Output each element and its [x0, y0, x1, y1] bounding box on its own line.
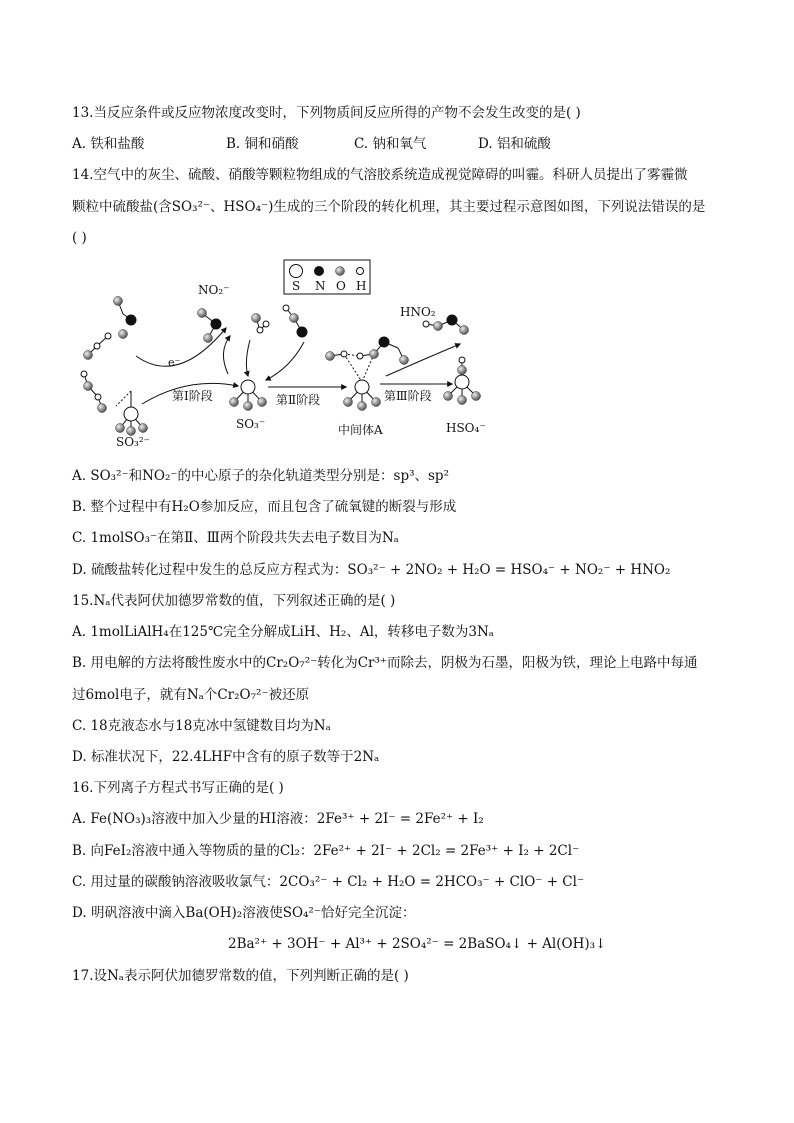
q15-option-c[interactable]: C. 18克液态水与18克冰中氢键数目均为Nₐ	[72, 718, 331, 734]
question-17-stem: 17.设Nₐ表示阿伏加德罗常数的值，下列判断正确的是( )	[72, 968, 409, 984]
q15-option-a[interactable]: A. 1molLiAlH₄在125℃完全分解成LiH、H₂、Al，转移电子数为3Nₐ	[72, 624, 494, 640]
hno2-molecule	[426, 320, 464, 330]
legend-n: N	[315, 279, 326, 293]
q13-option-d[interactable]: D. 铝和硫酸	[478, 136, 551, 152]
q15-option-b[interactable]: B. 用电解的方法将酸性废水中的Cr₂O₇²⁻转化为Cr³⁺而除去，阴极为石墨，阳极为铁，理论上电路中每通	[72, 655, 698, 671]
label-intermediate-a: 中间体A	[338, 423, 383, 437]
legend-s: S	[292, 279, 301, 293]
q14-option-b[interactable]: B. 整个过程中有H₂O参加反应，而且包含了硫氧键的断裂与形成	[72, 499, 457, 515]
label-hso4-minus: HSO₄⁻	[446, 421, 486, 435]
label-stage-3: 第Ⅲ阶段	[384, 389, 432, 403]
question-13-stem: 13.当反应条件或反应物浓度改变时，下列物质间反应所得的产物不会发生改变的是( )	[72, 105, 581, 121]
label-so3-2minus: SO₃²⁻	[116, 435, 151, 449]
q16-option-a[interactable]: A. Fe(NO₃)₃溶液中加入少量的HI溶液：2Fe³⁺ + 2I⁻ = 2Fe²⁺ + I₂	[72, 811, 484, 827]
sulfate-conversion-diagram	[68, 256, 488, 468]
q16-option-d-equation: 2Ba²⁺ + 3OH⁻ + Al³⁺ + 2SO₄²⁻ = 2BaSO₄↓ + Al(OH)₃↓	[228, 936, 607, 952]
legend-h: H	[356, 279, 367, 293]
q14-option-c[interactable]: C. 1molSO₃⁻在第Ⅱ、Ⅲ两个阶段共失去电子数目为Nₐ	[72, 530, 399, 546]
q14-option-a[interactable]: A. SO₃²⁻和NO₂⁻的中心原子的杂化轨道类型分别是：sp³、sp²	[72, 468, 449, 484]
q13-option-a[interactable]: A. 铁和盐酸	[72, 136, 145, 152]
label-stage-1: 第Ⅰ阶段	[172, 389, 213, 403]
label-no2-minus: NO₂⁻	[198, 283, 230, 297]
q13-option-b[interactable]: B. 铜和硝酸	[226, 136, 299, 152]
question-16-stem: 16.下列离子方程式书写正确的是( )	[72, 780, 284, 796]
question-15-stem: 15.Nₐ代表阿伏加德罗常数的值，下列叙述正确的是( )	[72, 593, 396, 609]
atom-legend	[284, 260, 370, 294]
label-electron: e⁻	[168, 356, 181, 369]
label-hno2: HNO₂	[400, 305, 436, 319]
q13-option-c[interactable]: C. 钠和氧气	[354, 136, 427, 152]
question-14-stem-line1: 14.空气中的灰尘、硫酸、硝酸等颗粒物组成的气溶胶系统造成视觉障碍的叫霾。科研人员提出了雾霾微	[72, 167, 688, 183]
question-14-stem-line3: ( )	[72, 230, 87, 246]
q15-option-d[interactable]: D. 标准状况下，22.4LHF中含有的原子数等于2Nₐ	[72, 749, 380, 765]
q16-option-c[interactable]: C. 用过量的碳酸钠溶液吸收氯气：2CO₃²⁻ + Cl₂ + H₂O = 2HCO₃⁻ + ClO⁻ + Cl⁻	[72, 874, 585, 890]
q16-option-b[interactable]: B. 向FeI₂溶液中通入等物质的量的Cl₂：2Fe²⁺ + 2I⁻ + 2Cl₂ = 2Fe³⁺ + I₂ + 2Cl⁻	[72, 843, 580, 859]
label-stage-2: 第Ⅱ阶段	[276, 393, 321, 407]
q14-option-d[interactable]: D. 硫酸盐转化过程中发生的总反应方程式为：SO₃²⁻ + 2NO₂ + H₂O = HSO₄⁻ + NO₂⁻ + HNO₂	[72, 562, 671, 578]
question-14-stem-line2: 颗粒中硫酸盐(含SO₃²⁻、HSO₄⁻)生成的三个阶段的转化机理，其主要过程示意图如图，下列说法错误的是	[72, 199, 706, 215]
legend-o: O	[336, 279, 346, 293]
q16-option-d[interactable]: D. 明矾溶液中滴入Ba(OH)₂溶液使SO₄²⁻恰好完全沉淀：	[72, 905, 416, 921]
label-so3-minus: SO₃⁻	[236, 417, 266, 431]
q15-option-b-continued: 过6mol电子，就有Nₐ个Cr₂O₇²⁻被还原	[72, 687, 310, 703]
